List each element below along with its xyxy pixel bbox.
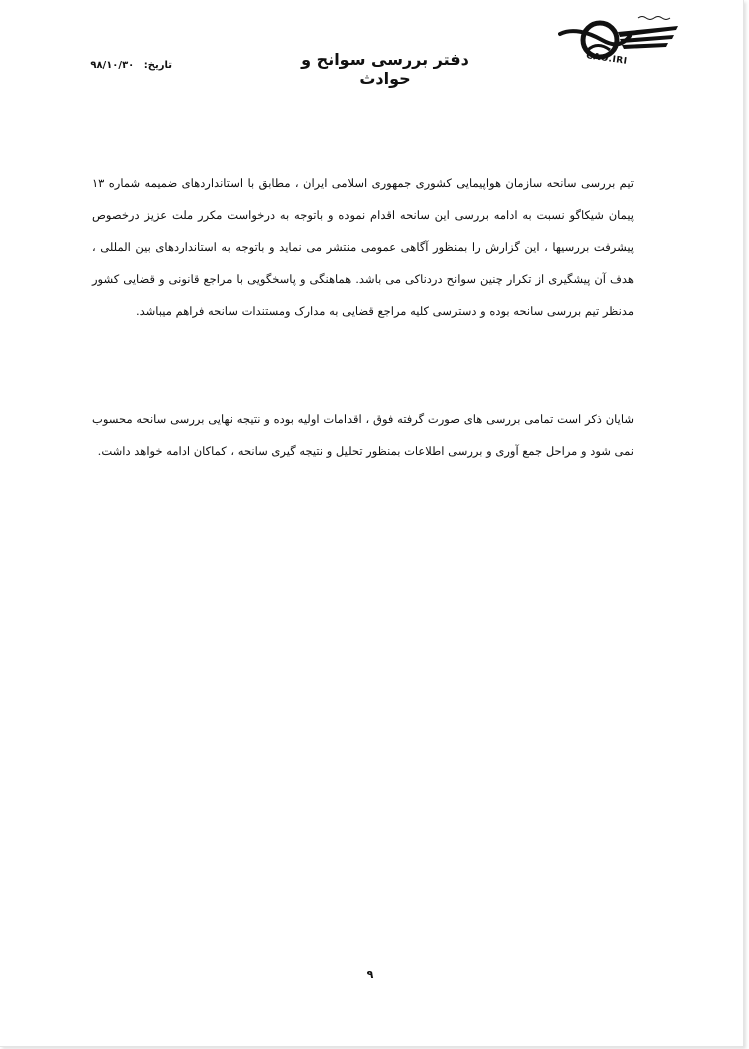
body-paragraph-1: تیم بررسی سانحه سازمان هواپیمایی کشوری جمهوری اسلامی ایران ، مطابق با استانداردهای ضمیمه شماره ۱۳ پیمان شیکاگو نسبت به ادامه بررسی این سانحه اقدام نموده و باتوجه به درخواست مکرر ملت عزیز درخصوص پیشرفت بررسیها ، این گزارش را بمنظور آگاهی عمومی منتشر می نماید و باتوجه به استانداردهای بین المللی ، هدف آن پیشگیری از تکرار چنین سوانح دردناکی می باشد. هماهنگی و پاسخگویی با مراجع قانونی و قضایی کشور مدنظر تیم بررسی سانحه بوده و دسترسی کلیه مراجع قضایی به مدارک ومستندات سانحه فراهم میباشد. [92, 175, 634, 318]
cao-iri-logo [558, 10, 680, 68]
logo-brand-text: CAO.IRI [585, 51, 629, 67]
office-title: دفتر بررسی سوانح و حوادث [301, 50, 469, 88]
page-number: ۹ [366, 968, 374, 981]
date-label: تاریخ: [143, 60, 172, 71]
date-block [92, 60, 172, 71]
date-value: ۹۸/۱۰/۳۰ [90, 60, 135, 71]
body-paragraph-2: شایان ذکر است تمامی بررسی های صورت گرفته فوق ، اقدامات اولیه بوده و نتیجه نهایی بررسی سانحه محسوب نمی شود و مراحل جمع آوری و بررسی اطلاعات بمنظور تحلیل و نتیجه گیری سانحه ، کماکان ادامه خواهد داشت. [92, 411, 634, 458]
